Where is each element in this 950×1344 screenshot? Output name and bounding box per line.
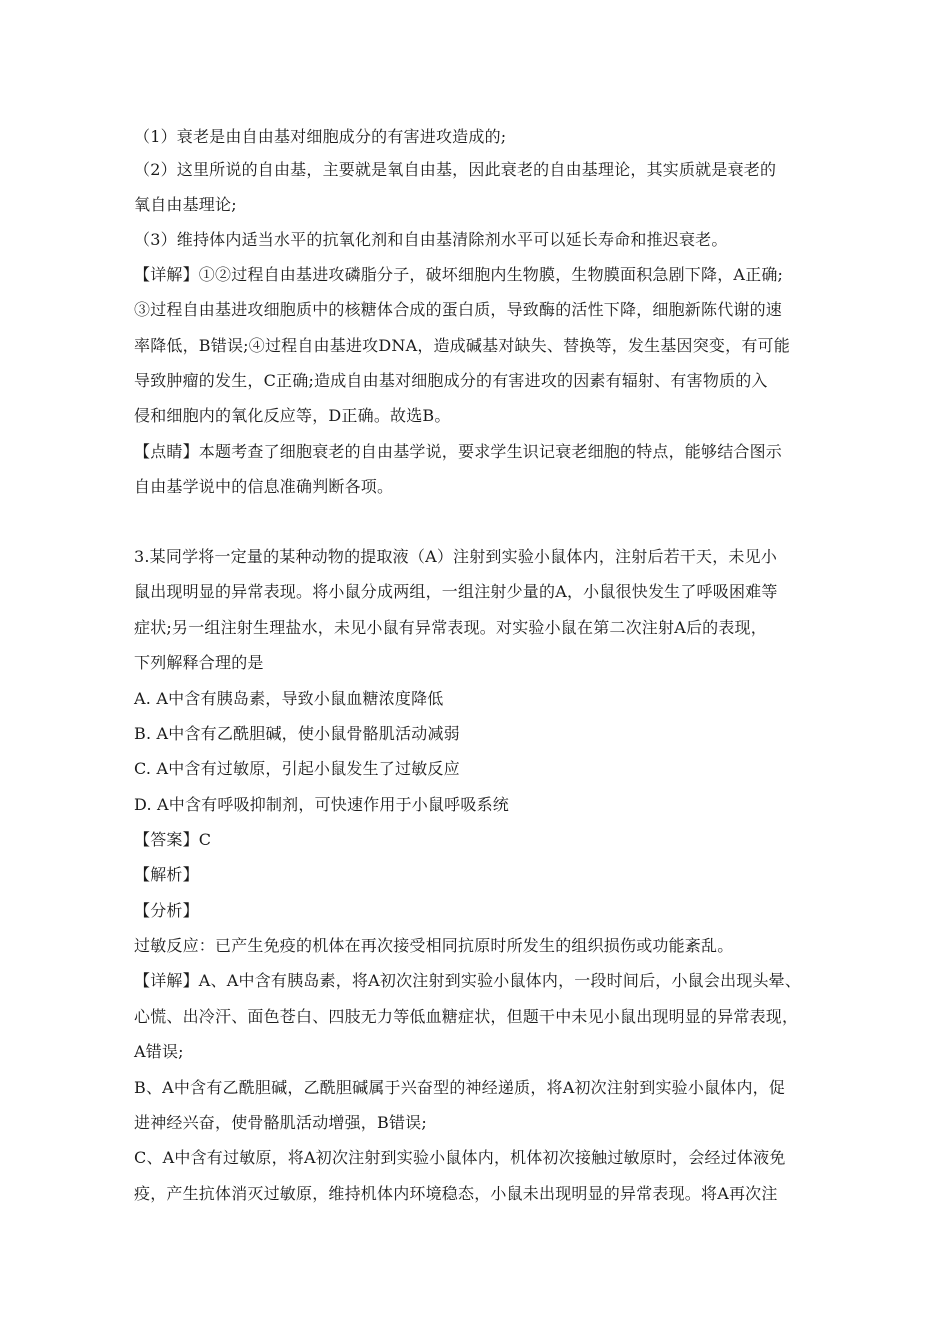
text-line: 导致肿瘤的发生，C正确;造成自由基对细胞成分的有害进攻的因素有辐射、有害物质的入 <box>134 371 768 390</box>
text-line: （1）衰老是由自由基对细胞成分的有害进攻造成的; <box>134 127 507 146</box>
text-line: 侵和细胞内的氧化反应等，D正确。故选B。 <box>134 406 451 425</box>
text-line: ③过程自由基进攻细胞质中的核糖体合成的蛋白质，导致酶的活性下降，细胞新陈代谢的速 <box>134 300 783 319</box>
question-stem-line: 3.某同学将一定量的某种动物的提取液（A）注射到实验小鼠体内，注射后若干天，未见小 <box>134 547 778 566</box>
text-line: 氧自由基理论; <box>134 195 237 214</box>
text-line: 【详解】①②过程自由基进攻磷脂分子，破坏细胞内生物膜，生物膜面积急剧下降，A正确; <box>134 265 784 284</box>
explanation-line: 过敏反应：已产生免疫的机体在再次接受相同抗原时所发生的组织损伤或功能紊乱。 <box>134 936 734 955</box>
text-line: （3）维持体内适当水平的抗氧化剂和自由基清除剂水平可以延长寿命和推迟衰老。 <box>134 230 728 249</box>
explanation-line: B、A中含有乙酰胆碱，乙酰胆碱属于兴奋型的神经递质，将A初次注射到实验小鼠体内，促 <box>134 1078 786 1097</box>
option-c: C. A中含有过敏原，引起小鼠发生了过敏反应 <box>134 759 460 778</box>
question-stem-line: 下列解释合理的是 <box>134 653 264 672</box>
question-stem-line: 鼠出现明显的异常表现。将小鼠分成两组，一组注射少量的A，小鼠很快发生了呼吸困难等 <box>134 582 778 601</box>
explanation-line: 心慌、出冷汗、面色苍白、四肢无力等低血糖症状，但题干中未见小鼠出现明显的异常表现， <box>134 1007 799 1026</box>
explanation-line: A错误; <box>134 1042 184 1061</box>
explanation-line: 疫，产生抗体消灭过敏原，维持机体内环境稳态，小鼠未出现明显的异常表现。将A再次注 <box>134 1184 778 1203</box>
text-line: （2）这里所说的自由基，主要就是氧自由基，因此衰老的自由基理论，其实质就是衰老的 <box>134 160 777 179</box>
answer-line: 【答案】C <box>134 830 212 849</box>
explanation-line: 进神经兴奋，使骨骼肌活动增强，B错误; <box>134 1113 427 1132</box>
text-line: 【点睛】本题考查了细胞衰老的自由基学说，要求学生识记衰老细胞的特点，能够结合图示 <box>134 442 783 461</box>
text-line: 自由基学说中的信息准确判断各项。 <box>134 477 394 496</box>
text-line: 率降低，B错误;④过程自由基进攻DNA，造成碱基对缺失、替换等，发生基因突变，有可能 <box>134 336 790 355</box>
explanation-line: 【详解】A、A中含有胰岛素，将A初次注射到实验小鼠体内，一段时间后，小鼠会出现头晕、 <box>134 971 802 990</box>
fenxi-heading: 【分析】 <box>134 901 199 920</box>
question-stem-line: 症状;另一组注射生理盐水，未见小鼠有异常表现。对实验小鼠在第二次注射A后的表现， <box>134 618 767 637</box>
explanation-line: C、A中含有过敏原，将A初次注射到实验小鼠体内，机体初次接触过敏原时，会经过体液免 <box>134 1148 786 1167</box>
option-b: B. A中含有乙酰胆碱，使小鼠骨骼肌活动减弱 <box>134 724 460 743</box>
option-a: A. A中含有胰岛素，导致小鼠血糖浓度降低 <box>134 689 444 708</box>
option-d: D. A中含有呼吸抑制剂，可快速作用于小鼠呼吸系统 <box>134 795 509 814</box>
analysis-heading: 【解析】 <box>134 865 199 884</box>
